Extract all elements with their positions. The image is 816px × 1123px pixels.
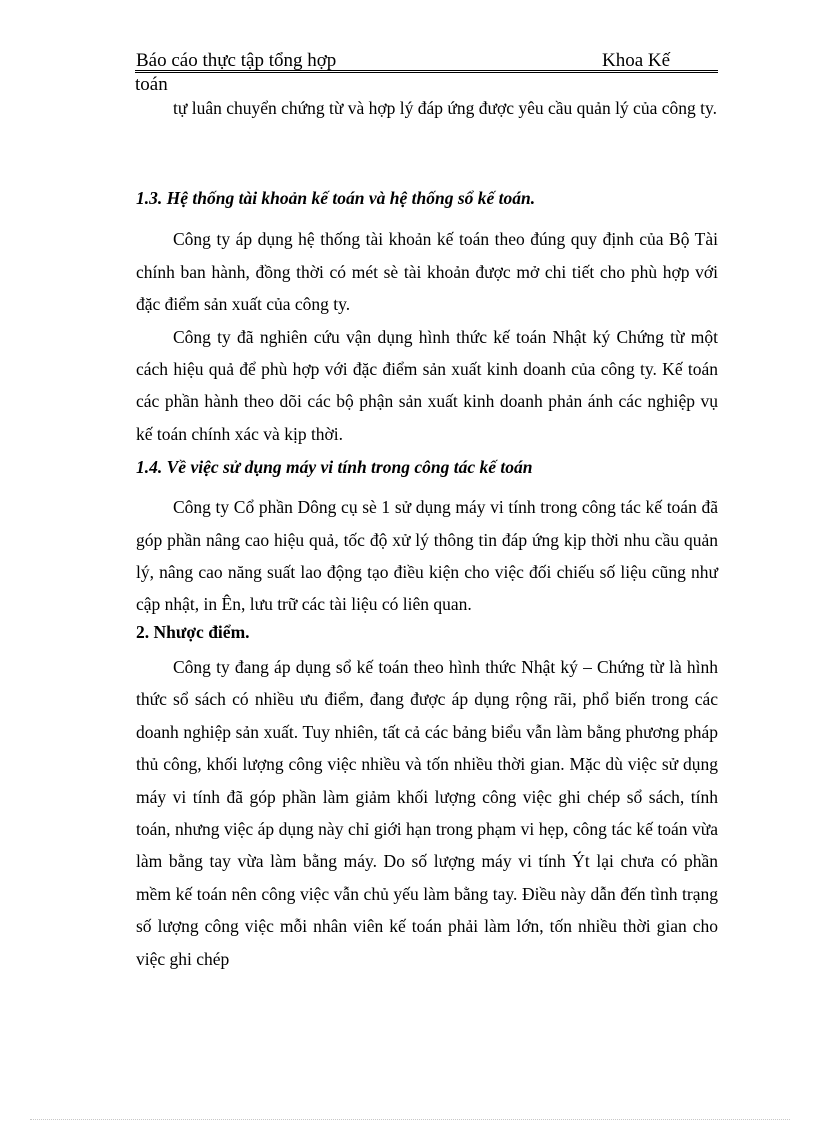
paragraph-weaknesses: Công ty đang áp dụng sổ kế toán theo hình thức Nhật ký – Chứng từ là hình thức sổ sách có nhiều ưu điểm, đang được áp dụng rộng rãi, phổ biến trong các doanh nghiệp sản xuất. Tuy nhiên, tất cả các bảng biểu vẫn làm bằng phương pháp thủ công, khối lượng công việc nhiều và tốn nhiều thời gian. Mặc dù việc sử dụng máy vi tính đã góp phần làm giảm khối lượng công việc ghi chép sổ sách, tính toán, nhưng việc áp dụng này chỉ giới hạn trong phạm vi hẹp, công tác kế toán vừa làm bằng tay vừa làm bằng máy. Do số lượng máy vi tính Ýt lại chưa có phần mềm kế toán nên công việc vẫn chủ yếu làm bằng tay. Điều này dẫn đến tình trạng số lượng công việc mỗi nhân viên kế toán phải làm lớn, tốn nhiều thời gian cho việc ghi chép: [136, 656, 718, 969]
paragraph-account-system: Công ty áp dụng hệ thống tài khoản kế toán theo đúng quy định của Bộ Tài chính ban hành, đồng thời có mét sè tài khoản được mở chi tiết cho phù hợp với đặc điểm sản xuất của công ty.: [136, 229, 718, 315]
paragraph-journal-form: Công ty đã nghiên cứu vận dụng hình thức kế toán Nhật ký Chứng từ một cách hiệu quả để phù hợp với đặc điểm sản xuất kinh doanh của công ty. Kế toán các phần hành theo dõi các bộ phận sản xuất kinh doanh phản ánh các nghiệp vụ kế toán chính xác và kịp thời.: [136, 326, 718, 444]
section-heading-2: 2. Nhược điểm.: [136, 621, 250, 642]
section-heading-1-3: 1.3. Hệ thống tài khoản kế toán và hệ thống sổ kế toán.: [136, 188, 536, 209]
header-department: Khoa Kế: [602, 50, 671, 71]
header-report-title: Báo cáo thực tập tổng hợp: [136, 50, 337, 71]
paragraph-computer-use: Công ty Cổ phần Dông cụ sè 1 sử dụng máy vi tính trong công tác kế toán đã góp phần nâng cao hiệu quả, tốc độ xử lý thông tin đáp ứng kịp thời nhu cầu quản lý, nâng cao năng suất lao động tạo điều kiện cho việc đối chiếu số liệu cũng như cập nhật, in Ên, lưu trữ các tài liệu có liên quan.: [136, 497, 718, 615]
document-body: [136, 92, 718, 975]
page-bottom-divider: [30, 1119, 790, 1120]
header-department-continuation: toán: [135, 74, 168, 95]
paragraph-continuation: tự luân chuyển chứng từ và hợp lý đáp ứng được yêu cầu quản lý của công ty.: [173, 98, 717, 118]
header-rule: [135, 70, 718, 73]
page-header: [135, 50, 718, 96]
section-heading-1-4: 1.4. Về việc sử dụng máy vi tính trong công tác kế toán: [136, 457, 533, 478]
